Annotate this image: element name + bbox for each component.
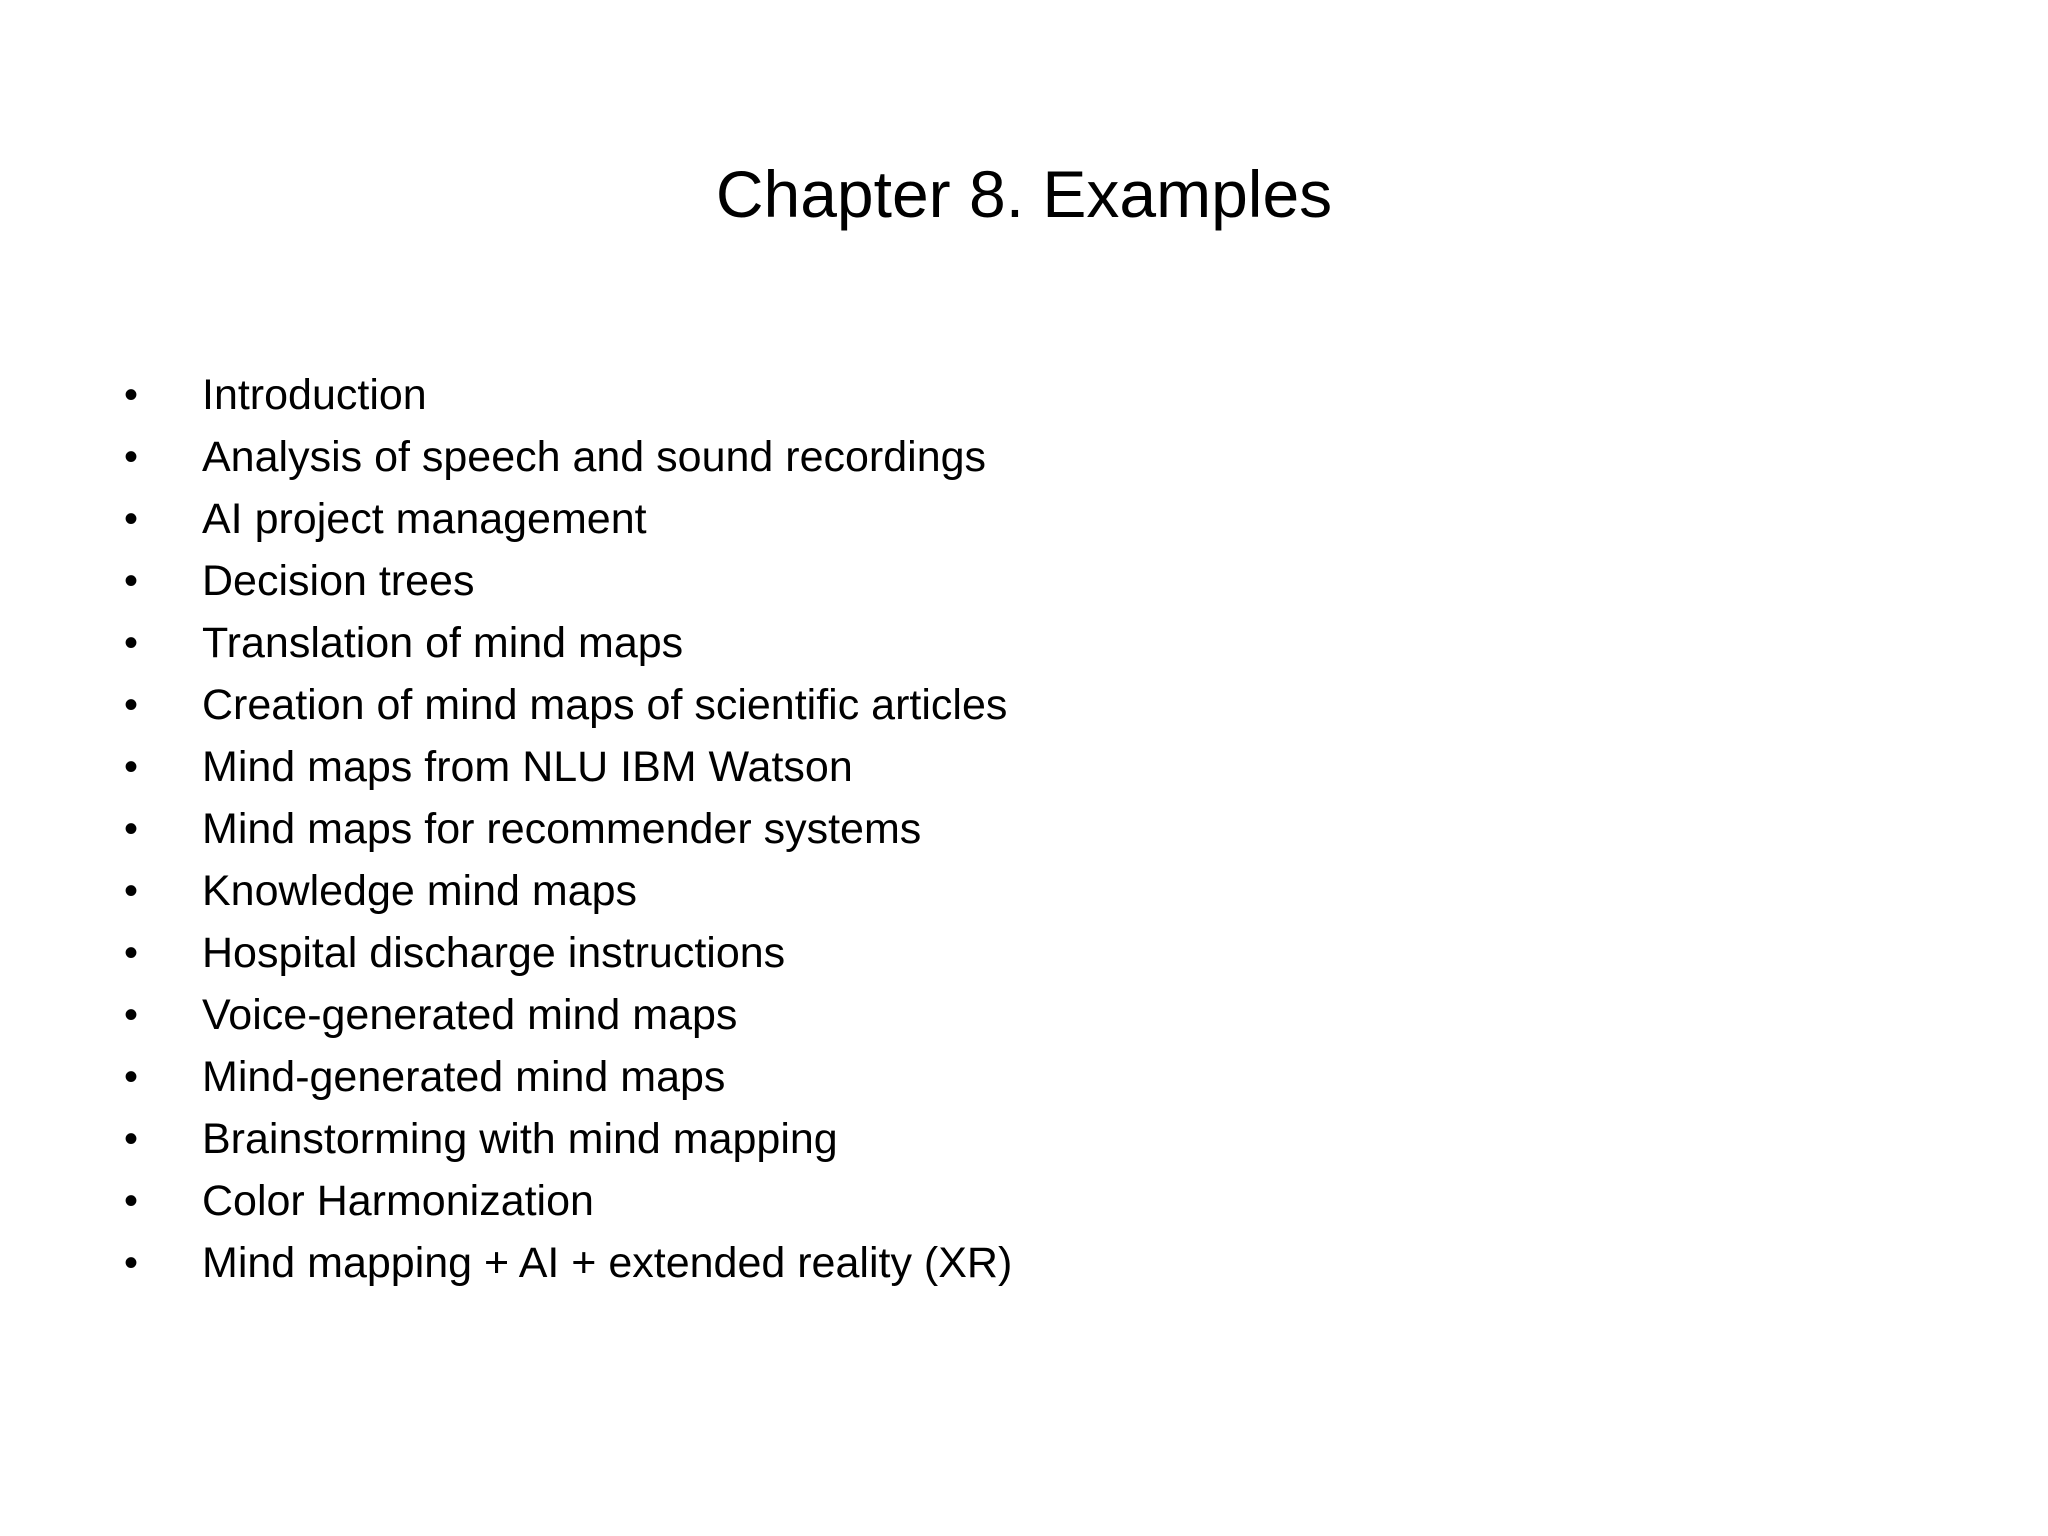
list-item-text: Voice-generated mind maps xyxy=(202,991,738,1039)
bullet-icon: • xyxy=(124,559,139,603)
list-item-text: Mind maps for recommender systems xyxy=(202,805,922,853)
list-item xyxy=(120,984,1620,1046)
list-item xyxy=(120,798,1620,860)
bullet-icon: • xyxy=(124,1179,139,1223)
bullet-icon: • xyxy=(124,745,139,789)
bullet-list xyxy=(120,364,1620,1294)
bullet-icon: • xyxy=(124,497,139,541)
list-item-text: Mind mapping + AI + extended reality (XR) xyxy=(202,1239,1013,1287)
list-item-text: Color Harmonization xyxy=(202,1177,594,1225)
list-item xyxy=(120,860,1620,922)
list-item xyxy=(120,426,1620,488)
bullet-icon: • xyxy=(124,373,139,417)
list-item xyxy=(120,612,1620,674)
list-item-text: Mind-generated mind maps xyxy=(202,1053,726,1101)
list-item-text: Translation of mind maps xyxy=(202,619,684,667)
list-item xyxy=(120,1108,1620,1170)
list-item-text: Creation of mind maps of scientific articles xyxy=(202,681,1008,729)
list-item xyxy=(120,1232,1620,1294)
list-item xyxy=(120,1046,1620,1108)
bullet-icon: • xyxy=(124,1117,139,1161)
list-item-text: Knowledge mind maps xyxy=(202,867,638,915)
bullet-icon: • xyxy=(124,807,139,851)
list-item xyxy=(120,364,1620,426)
list-item-text: Hospital discharge instructions xyxy=(202,929,786,977)
bullet-icon: • xyxy=(124,621,139,665)
bullet-icon: • xyxy=(124,683,139,727)
bullet-icon: • xyxy=(124,1055,139,1099)
bullet-icon: • xyxy=(124,931,139,975)
list-item-text: Introduction xyxy=(202,371,427,419)
list-item-text: Decision trees xyxy=(202,557,475,605)
list-item xyxy=(120,674,1620,736)
slide-title: Chapter 8. Examples xyxy=(715,157,1333,231)
list-item xyxy=(120,1170,1620,1232)
bullet-icon: • xyxy=(124,1241,139,1285)
list-item-text: Analysis of speech and sound recordings xyxy=(202,433,987,481)
bullet-icon: • xyxy=(124,869,139,913)
list-item xyxy=(120,488,1620,550)
list-item xyxy=(120,922,1620,984)
bullet-icon: • xyxy=(124,435,139,479)
bullet-icon: • xyxy=(124,993,139,1037)
list-item xyxy=(120,550,1620,612)
list-item-text: AI project management xyxy=(202,495,647,543)
list-item-text: Mind maps from NLU IBM Watson xyxy=(202,743,853,791)
list-item-text: Brainstorming with mind mapping xyxy=(202,1115,838,1163)
list-item xyxy=(120,736,1620,798)
